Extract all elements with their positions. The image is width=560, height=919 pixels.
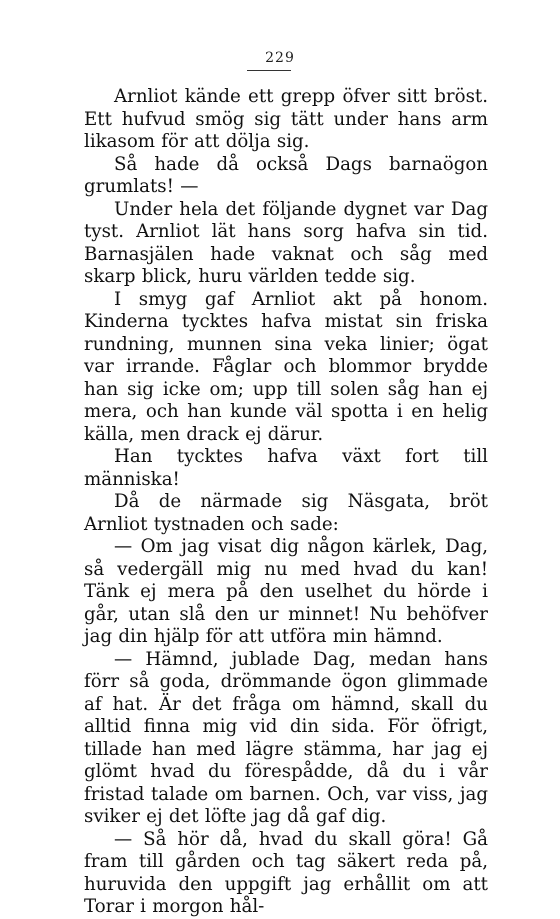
paragraph: Arnliot kände ett grepp öfver sitt bröst. Ett hufvud smög sig tätt under hans arm likasom för att dölja sig. [84,86,488,152]
paragraph: Så hade då också Dags barnaögon grumlats! — [84,153,488,197]
body-text [84,86,488,919]
page-number-rule [247,70,291,71]
paragraph: Då de närmade sig Näsgata, bröt Arnliot tystnaden och sade: [84,491,488,535]
paragraph: Under hela det följande dygnet var Dag tyst. Arnliot lät hans sorg hafva sin tid. Barnasjälen hade vaknat och såg med skarp blick, huru världen tedde sig. [84,198,488,287]
paragraph: — Om jag visat dig någon kärlek, Dag, så vedergäll mig nu med hvad du kan! Tänk ej mera på den uselhet du hörde i går, utan slå den ur minnet! Nu behöfver jag din hjälp för att utföra min hämnd. [84,536,488,647]
page-number: 229 [265,50,295,66]
paragraph: Han tycktes hafva växt fort till människa! [84,446,488,490]
paragraph: I smyg gaf Arnliot akt på honom. Kinderna tycktes hafva mistat sin friska rundning, munnen sina veka linier; ögat var irrande. Fåglar och blommor brydde han sig icke om; upp till solen såg han ej mera, och han kunde väl spotta i en helig källa, men drack ej därur. [84,288,488,445]
paragraph: — Hämnd, jublade Dag, medan hans förr så goda, drömmande ögon glimmade af hat. Är det fråga om hämnd, skall du alltid finna mig vid din sida. För öfrigt, tillade han med lägre stämma, har jag ej glömt hvad du förespådde, då du i vår fristad talade om barnen. Och, var viss, jag sviker ej det löfte jag då gaf dig. [84,648,488,827]
paragraph: — Så hör då, hvad du skall göra! Gå fram till gården och tag säkert reda på, huruvida den uppgift jag erhållit om att Torar i morgon hål- [84,828,488,917]
